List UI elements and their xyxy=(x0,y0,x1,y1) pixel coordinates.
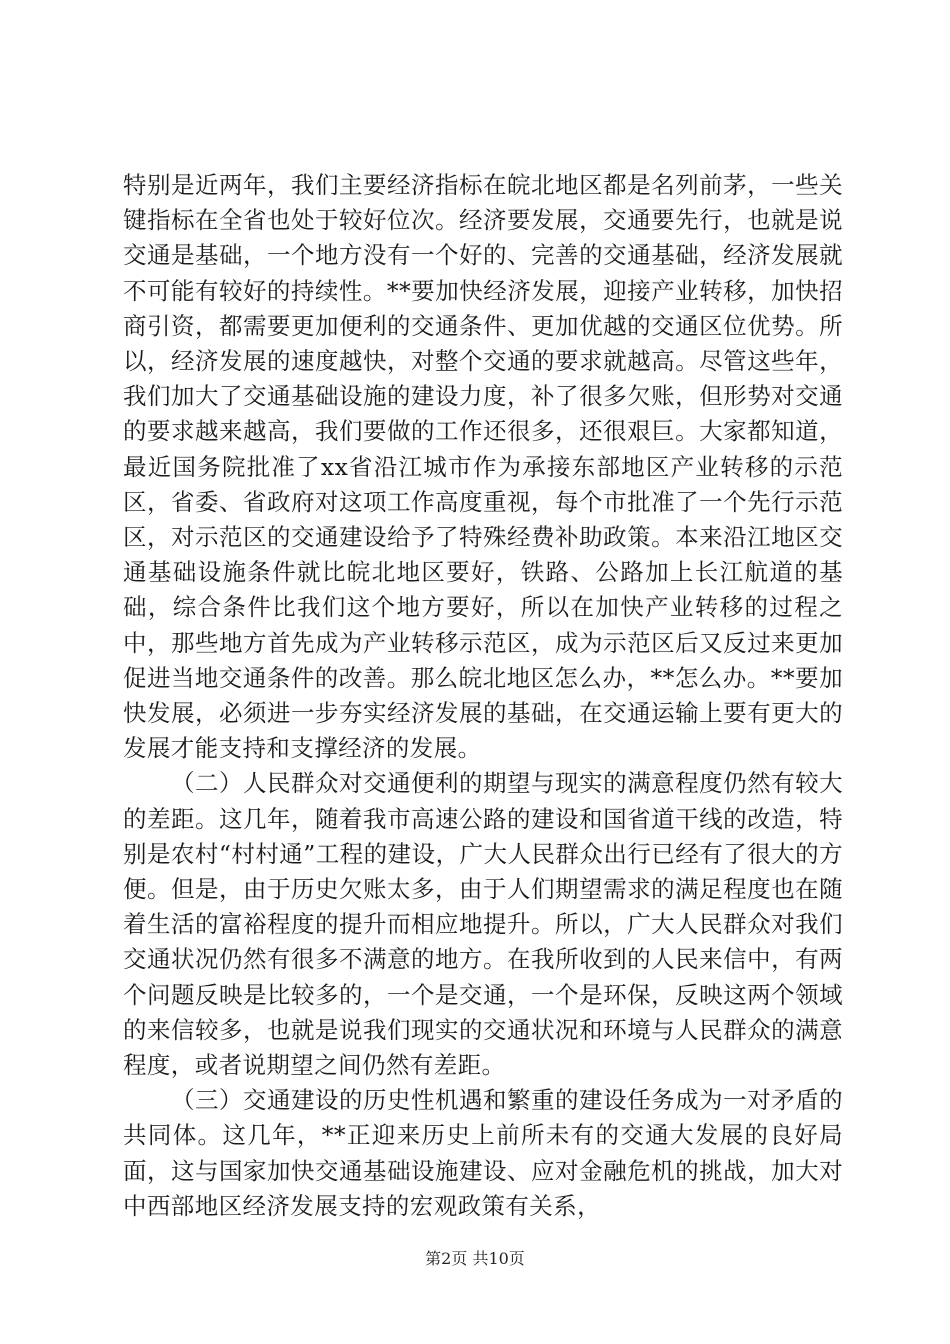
document-body xyxy=(123,168,843,1224)
paragraph-continuation: 特别是近两年，我们主要经济指标在皖北地区都是名列前茅，一些关键指标在全省也处于较好位次。经济要发展，交通要先行，也就是说交通是基础，一个地方没有一个好的、完善的交通基础，经济发展就不可能有较好的持续性。**要加快经济发展，迎接产业转移，加快招商引资，都需要更加便利的交通条件、更加优越的交通区位优势。所以，经济发展的速度越快，对整个交通的要求就越高。尽管这些年，我们加大了交通基础设施的建设力度，补了很多欠账，但形势对交通的要求越来越高，我们要做的工作还很多，还很艰巨。大家都知道，最近国务院批准了xx省沿江城市作为承接东部地区产业转移的示范区，省委、省政府对这项工作高度重视，每个市批准了一个先行示范区，对示范区的交通建设给予了特殊经费补助政策。本来沿江地区交通基础设施条件就比皖北地区要好，铁路、公路加上长江航道的基础，综合条件比我们这个地方要好，所以在加快产业转移的过程之中，那些地方首先成为产业转移示范区，成为示范区后又反过来更加促进当地交通条件的改善。那么皖北地区怎么办，**怎么办。**要加快发展，必须进一步夯实经济发展的基础，在交通运输上要有更大的发展才能支持和支撑经济的发展。 xyxy=(123,171,843,763)
page-footer: 第2页 共10页 xyxy=(425,1249,525,1268)
paragraph-section-two: （二）人民群众对交通便利的期望与现实的满意程度仍然有较大的差距。这几年，随着我市高速公路的建设和国省道干线的改造，特别是农村“村村通”工程的建设，广大人民群众出行已经有了很大的方便。但是，由于历史欠账太多，由于人们期望需求的满足程度也在随着生活的富裕程度的提升而相应地提升。所以，广大人民群众对我们交通状况仍然有很多不满意的地方。在我所收到的人民来信中，有两个问题反映是比较多的，一个是交通，一个是环保，反映这两个领域的来信较多，也就是说我们现实的交通状况和环境与人民群众的满意程度，或者说期望之间仍然有差距。 xyxy=(123,769,843,1080)
paragraph-section-three: （三）交通建设的历史性机遇和繁重的建设任务成为一对矛盾的共同体。这几年，**正迎来历史上前所未有的交通大发展的良好局面，这与国家加快交通基础设施建设、应对金融危机的挑战，加大对中西部地区经济发展支持的宏观政策有关系， xyxy=(123,1086,843,1220)
